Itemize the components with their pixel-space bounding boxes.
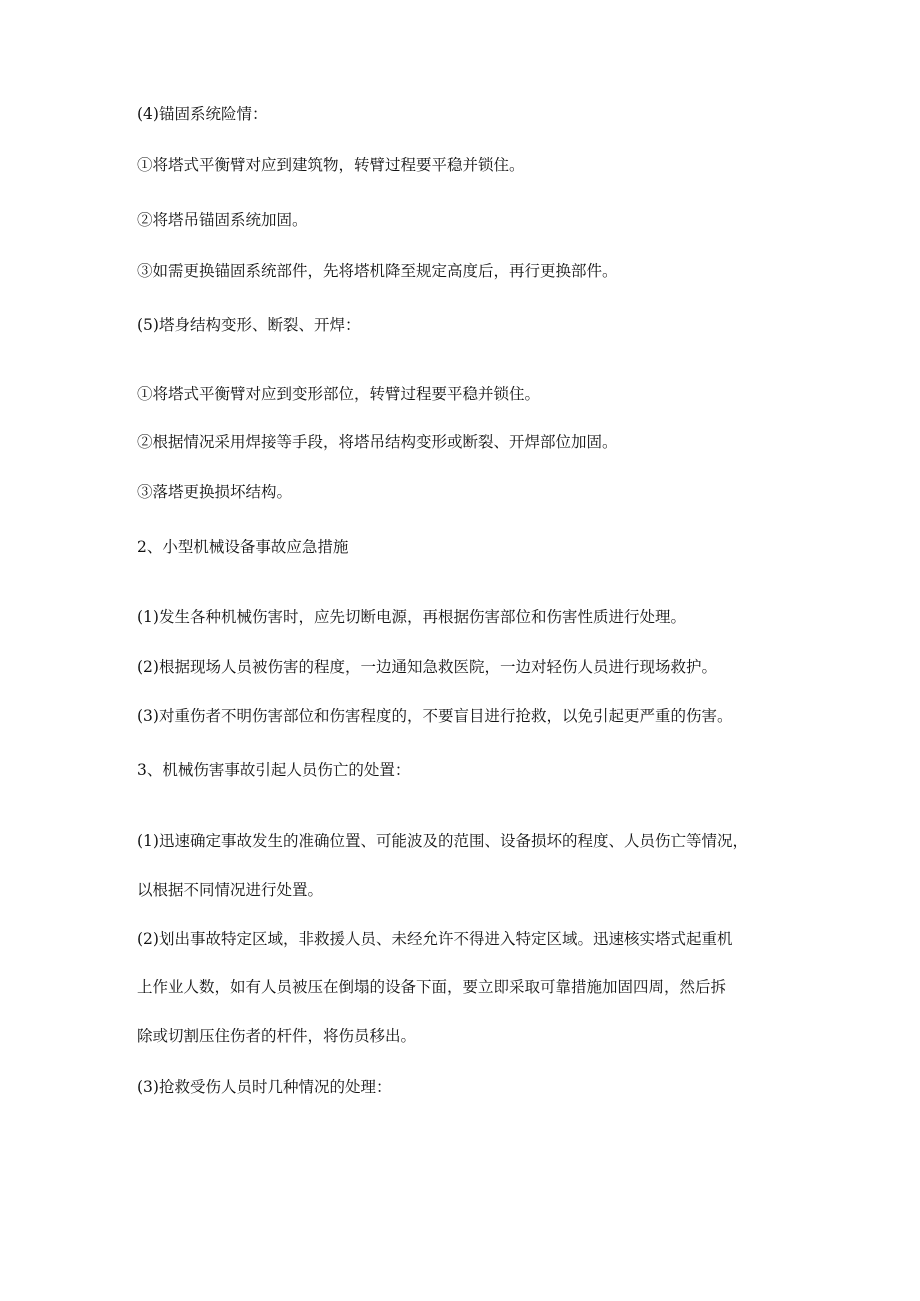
paragraph-line: 上作业人数，如有人员被压在倒塌的设备下面，要立即采取可靠措施加固四周，然后拆 (137, 978, 727, 996)
paragraph-line: ②根据情况采用焊接等手段，将塔吊结构变形或断裂、开焊部位加固。 (137, 433, 618, 451)
paragraph-line: (3)对重伤者不明伤害部位和伤害程度的，不要盲目进行抢救，以免引起更严重的伤害。 (137, 707, 733, 725)
heading-tower-structure-deformation: (5)塔身结构变形、断裂、开焊： (137, 316, 361, 334)
paragraph-line: 除或切割压住伤者的杆件，将伤员移出。 (137, 1027, 417, 1045)
section-heading-casualty-handling: 3、机械伤害事故引起人员伤亡的处置： (137, 761, 411, 779)
heading-anchoring-system-hazard: (4)锚固系统险情： (137, 105, 268, 123)
paragraph-line: 以根据不同情况进行处置。 (137, 881, 324, 899)
paragraph-line: (3)抢救受伤人员时几种情况的处理： (137, 1078, 392, 1096)
paragraph-line: ①将塔式平衡臂对应到变形部位，转臂过程要平稳并锁住。 (137, 385, 541, 403)
paragraph-line: ①将塔式平衡臂对应到建筑物，转臂过程要平稳并锁住。 (137, 156, 525, 174)
paragraph-line: (1)迅速确定事故发生的准确位置、可能波及的范围、设备损坏的程度、人员伤亡等情况， (137, 832, 748, 850)
section-heading-small-machinery: 2、小型机械设备事故应急措施 (137, 538, 349, 556)
paragraph-line: (2)根据现场人员被伤害的程度，一边通知急救医院，一边对轻伤人员进行现场救护。 (137, 658, 717, 676)
paragraph-line: ③落塔更换损坏结构。 (137, 483, 293, 501)
paragraph-line: ③如需更换锚固系统部件，先将塔机降至规定高度后，再行更换部件。 (137, 262, 618, 280)
paragraph-line: (2)划出事故特定区域，非救援人员、未经允许不得进入特定区域。迅速核实塔式起重机 (137, 930, 733, 948)
paragraph-line: ②将塔吊锚固系统加固。 (137, 211, 308, 229)
paragraph-line: (1)发生各种机械伤害时，应先切断电源，再根据伤害部位和伤害性质进行处理。 (137, 608, 686, 626)
